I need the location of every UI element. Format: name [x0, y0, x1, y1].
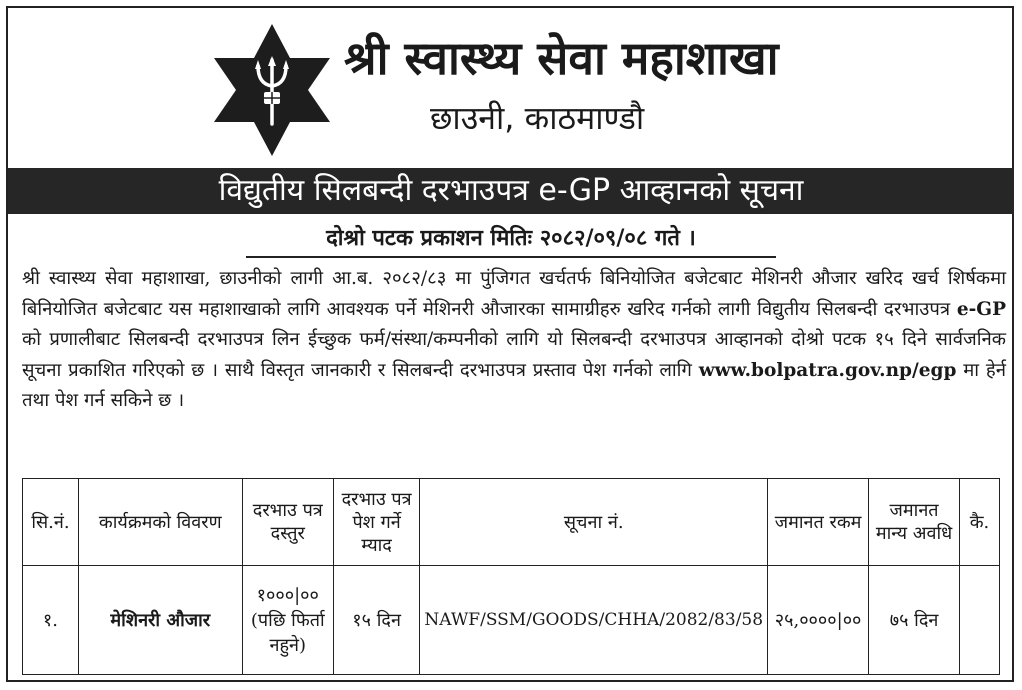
- table-row: [23, 566, 1000, 675]
- organization-name: श्री स्वास्थ्य सेवा महाशाखा: [344, 31, 779, 85]
- header-sn: सि.नं.: [23, 479, 79, 566]
- cell-fee: [242, 566, 333, 675]
- table-header-row: [23, 479, 1000, 566]
- header-program: कार्यक्रमको विवरण: [78, 479, 242, 566]
- fee-amount: १०००|००: [256, 584, 319, 606]
- cell-deadline: १५ दिन: [333, 566, 420, 675]
- cell-validity: ७५ दिन: [869, 566, 960, 675]
- header-remarks: कै.: [960, 479, 1000, 566]
- cell-remarks: [960, 566, 1000, 675]
- notice-body: [22, 264, 1006, 417]
- publication-date: दोश्रो पटक प्रकाशन मितिः २०८२/०९/०८ गते ।: [246, 222, 776, 258]
- cell-guarantee: २५,००००|००: [768, 566, 869, 675]
- fee-note: (पछि फिर्ता नहुने): [250, 609, 325, 656]
- cell-notice-no: NAWF/SSM/GOODS/CHHA/2082/83/58: [420, 566, 768, 675]
- notice-title: विद्युतीय सिलबन्दी दरभाउपत्र e-GP आव्हानको सूचना: [8, 168, 1014, 214]
- header-fee: दरभाउ पत्र दस्तुर: [242, 479, 333, 566]
- cell-sn: १.: [23, 566, 79, 675]
- header-guarantee: जमानत रकम: [768, 479, 869, 566]
- header-deadline: दरभाउ पत्र पेश गर्ने म्याद: [333, 479, 420, 566]
- cell-program: मेशिनरी औजार: [78, 566, 242, 675]
- trishul-star-emblem-icon: [210, 22, 334, 158]
- bolpatra-website-link[interactable]: www.bolpatra.gov.np/egp: [698, 359, 957, 381]
- tender-table: [22, 478, 1000, 675]
- header-validity: जमानत मान्य अवधि: [869, 479, 960, 566]
- organization-address: छाउनी, काठमाण्डौ: [430, 99, 645, 137]
- egp-system-name: e-GP: [956, 298, 1006, 320]
- notice-body-text-continued: को प्रणालीबाट सिलबन्दी दरभाउपत्र लिन ईच्छुक फर्म/संस्था/कम्पनीको लागि यो सिलबन्दी दरभाउपत्र आव्हानको दोश्रो पटक १५ दिने सार्वजनिक सूचना प्रकाशित गरिएको छ । साथै विस्तृत जानकारी र सिलबन्दी दरभाउपत्र प्रस्ताव पेश गर्नको लागि: [22, 329, 1006, 381]
- header-notice-no: सूचना नं.: [420, 479, 768, 566]
- notice-body-text-end: मा हेर्न तथा पेश गर्न सकिने छ ।: [22, 359, 1006, 411]
- notice-body-text: श्री स्वास्थ्य सेवा महाशाखा, छाउनीको लागी आ.ब. २०८२/८३ मा पुंजिगत खर्चतर्फ बिनियोजित बजेटबाट मेशिनरी औजार खरिद खर्च शिर्षकमा बिनियोजित बजेटबाट यस महाशाखाको लागि आवश्यक पर्ने मेशिनरी औजारका सामाग्रीहरु खरिद गर्नको लागी विद्युतीय सिलबन्दी दरभाउपत्र: [22, 268, 1006, 320]
